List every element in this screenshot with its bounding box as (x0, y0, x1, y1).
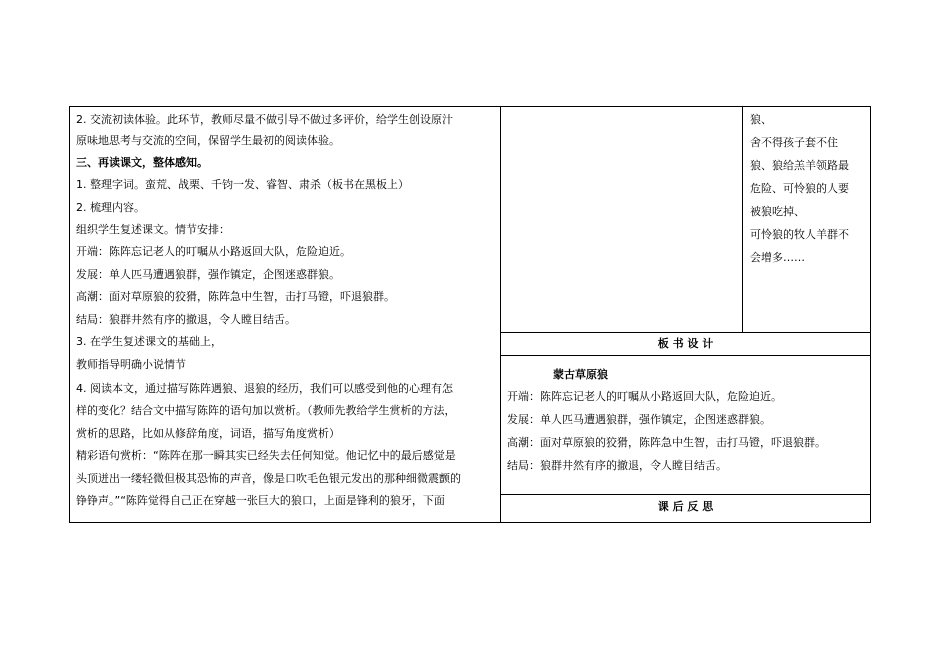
table-border-right (870, 106, 871, 523)
board-header-bottom-line (500, 355, 871, 356)
board-line-3: 高潮：面对草原狼的狡猾，陈阵急中生智，击打马镫，吓退狼群。 (507, 436, 826, 449)
left-line-4: 1. 整理字词。蛮荒、战栗、千钧一发、睿智、肃杀（板书在黑板上） (76, 178, 409, 191)
left-line-12: 教师指导明确小说情节 (76, 358, 186, 371)
left-line-8: 发展：单人匹马遭遇狼群，强作镇定，企图迷惑群狼。 (76, 268, 340, 281)
reflection-header: 课 后 反 思 (657, 500, 714, 513)
left-line-2: 原味地思考与交流的空间，保留学生最初的阅读体验。 (76, 134, 340, 147)
left-line-13: 4. 阅读本文，通过描写陈阵遇狼、退狼的经历，我们可以感受到他的心理有怎 (76, 382, 453, 395)
left-line-6: 组织学生复述课文。情节安排： (76, 223, 230, 236)
board-line-1: 开端：陈阵忘记老人的叮嘱从小路返回大队，危险迫近。 (507, 390, 782, 403)
column-divider (500, 106, 501, 523)
left-line-18: 铮铮声。”“陈阵觉得自己正在穿越一张巨大的狼口，上面是锋利的狼牙，下面 (76, 494, 445, 507)
narrow-column-divider (742, 106, 743, 333)
left-line-10: 结局：狼群井然有序的撤退，令人瞠目结舌。 (76, 313, 296, 326)
reflection-header-top-line (500, 494, 871, 495)
table-border-bottom (69, 522, 871, 523)
section-heading: 三、再读课文，整体感知。 (76, 156, 208, 169)
left-line-15: 赏析的思路，比如从修辞角度，词语，描写角度赏析） (76, 427, 340, 440)
left-line-1: 2. 交流初读体验。此环节，教师尽量不做引导不做过多评价，给学生创设原汁 (76, 113, 453, 126)
narrow-line-1: 狼、 (750, 113, 772, 126)
board-design-header: 板 书 设 计 (657, 337, 714, 350)
left-line-17: 头顶迸出一缕轻微但极其恐怖的声音，像是口吹毛色银元发出的那种细微震颤的 (76, 472, 461, 485)
narrow-line-7: 会增多…… (750, 251, 805, 264)
left-line-16: 精彩语句赏析：“陈阵在那一瞬其实已经失去任何知觉。他记忆中的最后感觉是 (76, 449, 456, 462)
narrow-line-3: 狼、狼给羔羊领路最 (750, 159, 849, 172)
board-line-2: 发展：单人匹马遭遇狼群，强作镇定，企图迷惑群狼。 (507, 413, 771, 426)
table-border-top (69, 106, 871, 107)
left-line-5: 2. 梳理内容。 (76, 201, 145, 214)
left-line-14: 样的变化？结合文中描写陈阵的语句加以赏析。（教师先教给学生赏析的方法， (76, 404, 456, 417)
narrow-line-6: 可怜狼的牧人羊群不 (750, 228, 849, 241)
left-line-7: 开端：陈阵忘记老人的叮嘱从小路返回大队，危险迫近。 (76, 245, 351, 258)
narrow-line-5: 被狼吃掉、 (750, 205, 805, 218)
narrow-line-4: 危险、可怜狼的人要 (750, 182, 849, 195)
board-line-4: 结局：狼群井然有序的撤退，令人瞠目结舌。 (507, 459, 727, 472)
left-line-11: 3. 在学生复述课文的基础上， (76, 335, 222, 348)
table-border-left (69, 106, 70, 523)
board-header-top-line (500, 332, 871, 333)
left-line-9: 高潮：面对草原狼的狡猾，陈阵急中生智，击打马镫，吓退狼群。 (76, 290, 395, 303)
narrow-line-2: 舍不得孩子套不住 (750, 136, 838, 149)
board-title: 蒙古草原狼 (553, 368, 608, 381)
